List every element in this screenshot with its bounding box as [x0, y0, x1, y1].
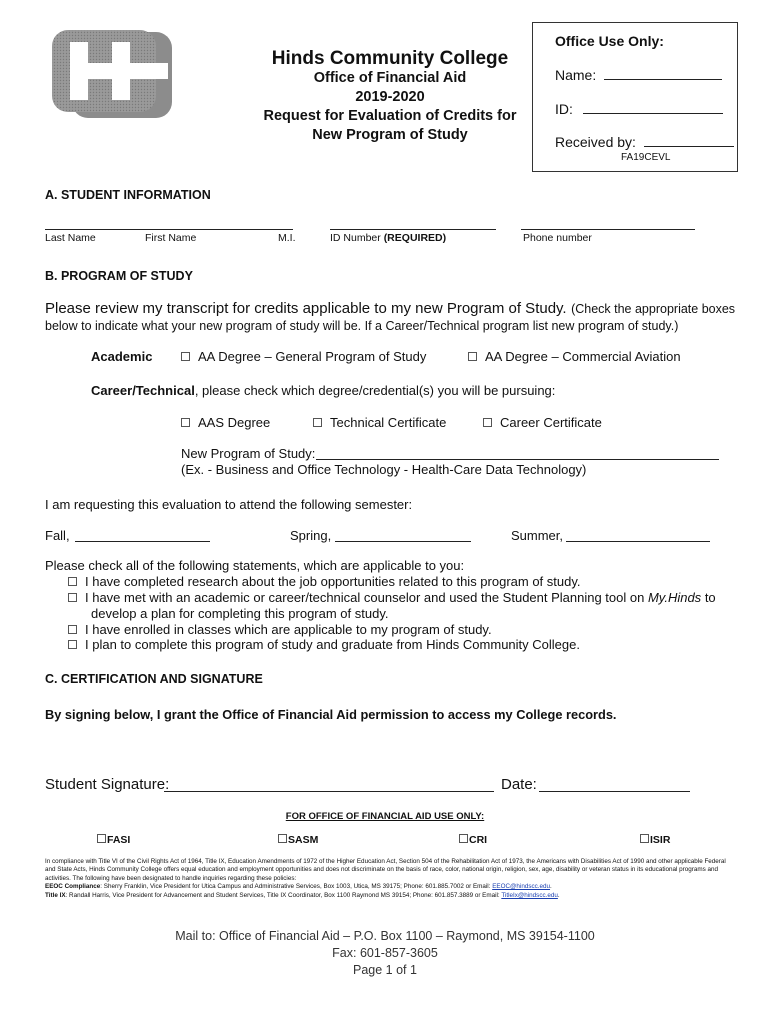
grant-statement: By signing below, I grant the Office of Financial Aid permission to access my College records. — [45, 707, 617, 722]
academic-option-aviation-label: AA Degree – Commercial Aviation — [485, 349, 681, 364]
office-received-label: Received by: — [555, 134, 636, 150]
summer-label: Summer, — [511, 528, 564, 543]
statement-counselor-label: I have met with an academic or career/technical counselor and used the Student Planning tool on — [85, 590, 645, 605]
office-name-field[interactable] — [555, 67, 722, 83]
sasm-label: SASM — [288, 834, 319, 846]
intro-note: (Check the appropriate boxes — [571, 302, 736, 316]
checkbox[interactable] — [468, 352, 477, 361]
office-use-box — [532, 22, 738, 172]
academic-option-general[interactable] — [181, 349, 426, 364]
signature-input-line[interactable] — [164, 791, 494, 792]
checkbox[interactable] — [181, 352, 190, 361]
office-sasm[interactable] — [278, 834, 318, 846]
title9-email-link[interactable]: TitleIx@hindscc.edu — [501, 891, 558, 899]
checkbox[interactable] — [483, 418, 492, 427]
fasi-label: FASI — [107, 834, 131, 846]
academic-label: Academic — [91, 349, 153, 364]
date-input-line[interactable] — [539, 791, 690, 792]
office-isir[interactable] — [640, 834, 670, 846]
compliance-notice — [45, 858, 735, 900]
form-title-line1: Request for Evaluation of Credits for — [263, 108, 517, 124]
fax-number: Fax: 601-857-3605 — [332, 946, 438, 960]
phone-input-line[interactable] — [521, 229, 695, 230]
compliance-paragraph: In compliance with Title VI of the Civil Rights Act of 1964, Title IX, Education Amendments of 1972 of the Higher Education Act, Section 504 of the Rehabilitation Act of 1973, the Americans with Disabilities Act of 1990 and other applicable Federal and State Acts, Hinds Community College offers equal education and employment opportunities and does not discriminate on the basis of race, color, national origin, religion, sex, age, disability or veteran status in its educational programs and activities. The following have been designated to handle inquiries regarding these policies: — [45, 858, 726, 882]
statement-counselor[interactable]: I have met with an academic or career/technical counselor and used the Student Planning tool on My.Hinds to — [68, 590, 716, 605]
career-technical-label: Career/Technical — [91, 383, 195, 398]
name-input-line[interactable] — [45, 229, 293, 230]
office-use-heading: FOR OFFICE OF FINANCIAL AID USE ONLY: — [285, 811, 485, 822]
office-name-label: Name: — [555, 67, 597, 83]
section-c-heading: C. CERTIFICATION AND SIGNATURE — [45, 672, 263, 686]
title9-line: Title IX: Randall Harris, Vice President for Advancement and Student Services, Title IX Coordinator, Box 1100 Raymond MS 39154; Phone: 601.857.3889 or Email: TitleIx@hindscc.edu. — [45, 891, 560, 899]
first-name-label: First Name — [145, 232, 197, 244]
spring-input-line[interactable] — [335, 541, 471, 542]
date-label: Date: — [501, 776, 537, 793]
intro-note-line2: below to indicate what your new program of study will be. If a Career/Technical program list new program of study.) — [45, 319, 679, 333]
career-option-aas-label: AAS Degree — [198, 415, 271, 430]
aid-year: 2019-2020 — [355, 89, 425, 105]
office-name: Office of Financial Aid — [313, 70, 467, 86]
isir-label: ISIR — [650, 834, 671, 846]
office-received-field[interactable] — [555, 134, 734, 150]
checkbox[interactable] — [68, 625, 77, 634]
id-number-label: ID Number (REQUIRED) — [330, 232, 447, 244]
career-option-technical-label: Technical Certificate — [330, 415, 447, 430]
checkbox[interactable] — [313, 418, 322, 427]
fall-input-line[interactable] — [75, 541, 210, 542]
statement-graduate[interactable] — [68, 637, 580, 652]
academic-option-aviation[interactable] — [468, 349, 681, 364]
checkbox[interactable] — [97, 834, 106, 843]
checkbox[interactable] — [640, 834, 649, 843]
cri-label: CRI — [469, 834, 488, 846]
office-id-field[interactable] — [555, 101, 723, 117]
semester-intro: I am requesting this evaluation to attend the following semester: — [45, 497, 413, 512]
my-hinds-link-text: My.Hinds — [647, 590, 702, 605]
form-title-line2: New Program of Study — [312, 127, 468, 143]
eeoc-email-link[interactable]: EEOC@hindscc.edu — [492, 883, 551, 891]
checkbox[interactable] — [68, 640, 77, 649]
program-intro — [45, 300, 735, 318]
office-cri[interactable] — [459, 834, 487, 846]
summer-input-line[interactable] — [566, 541, 710, 542]
id-required-label: (REQUIRED) — [383, 232, 447, 244]
career-technical-text: Career/Technical, please check which degree/credential(s) you will be pursuing: — [91, 383, 556, 398]
statement-enrolled-label: I have enrolled in classes which are applicable to my program of study. — [85, 622, 492, 637]
checkbox[interactable] — [181, 418, 190, 427]
career-option-career-label: Career Certificate — [500, 415, 602, 430]
mi-label: M.I. — [278, 232, 296, 244]
new-program-example: (Ex. - Business and Office Technology - Health-Care Data Technology) — [181, 462, 587, 477]
hinds-logo-icon — [50, 28, 174, 120]
new-program-input-line[interactable] — [316, 459, 719, 460]
section-a-heading: A. STUDENT INFORMATION — [45, 188, 211, 202]
statement-research-label: I have completed research about the job opportunities related to this program of study. — [85, 574, 581, 589]
office-id-label: ID: — [555, 101, 573, 117]
id-input-line[interactable] — [330, 229, 496, 230]
fall-label: Fall, — [45, 528, 70, 543]
form-code: FA19CEVL — [621, 152, 671, 163]
new-program-label: New Program of Study: — [181, 446, 316, 461]
phone-label: Phone number — [523, 232, 592, 244]
career-option-career[interactable] — [483, 415, 602, 430]
intro-main: Please review my transcript for credits applicable to my new Program of Study. — [45, 300, 567, 317]
eeoc-line: EEOC Compliance: Sherry Franklin, Vice President for Utica Campus and Administrative Services, Box 1003, Utica, MS 39175; Phone: 601.885.7002 or Email: EEOC@hindscc.edu. — [45, 883, 552, 891]
office-fasi[interactable] — [97, 834, 130, 846]
last-name-label: Last Name — [45, 232, 96, 244]
checkbox[interactable] — [459, 834, 468, 843]
statement-enrolled[interactable] — [68, 622, 492, 637]
spring-label: Spring, — [290, 528, 332, 543]
signature-label: Student Signature: — [45, 776, 170, 793]
checkbox[interactable] — [278, 834, 287, 843]
statement-counselor-line2: develop a plan for completing this program of study. — [91, 606, 389, 621]
career-option-technical[interactable] — [313, 415, 446, 430]
career-option-aas[interactable] — [181, 415, 270, 430]
office-use-title: Office Use Only: — [555, 33, 664, 49]
checkbox[interactable] — [68, 593, 77, 602]
college-name: Hinds Community College — [271, 48, 509, 69]
checkbox[interactable] — [68, 577, 77, 586]
statements-intro: Please check all of the following statements, which are applicable to you: — [45, 558, 465, 573]
page-number: Page 1 of 1 — [353, 963, 417, 977]
section-b-heading: B. PROGRAM OF STUDY — [45, 269, 193, 283]
statement-research[interactable] — [68, 574, 581, 589]
statement-graduate-label: I plan to complete this program of study and graduate from Hinds Community College. — [85, 637, 580, 652]
academic-option-general-label: AA Degree – General Program of Study — [198, 349, 427, 364]
mailing-address: Mail to: Office of Financial Aid – P.O. Box 1100 – Raymond, MS 39154-1100 — [175, 929, 595, 943]
